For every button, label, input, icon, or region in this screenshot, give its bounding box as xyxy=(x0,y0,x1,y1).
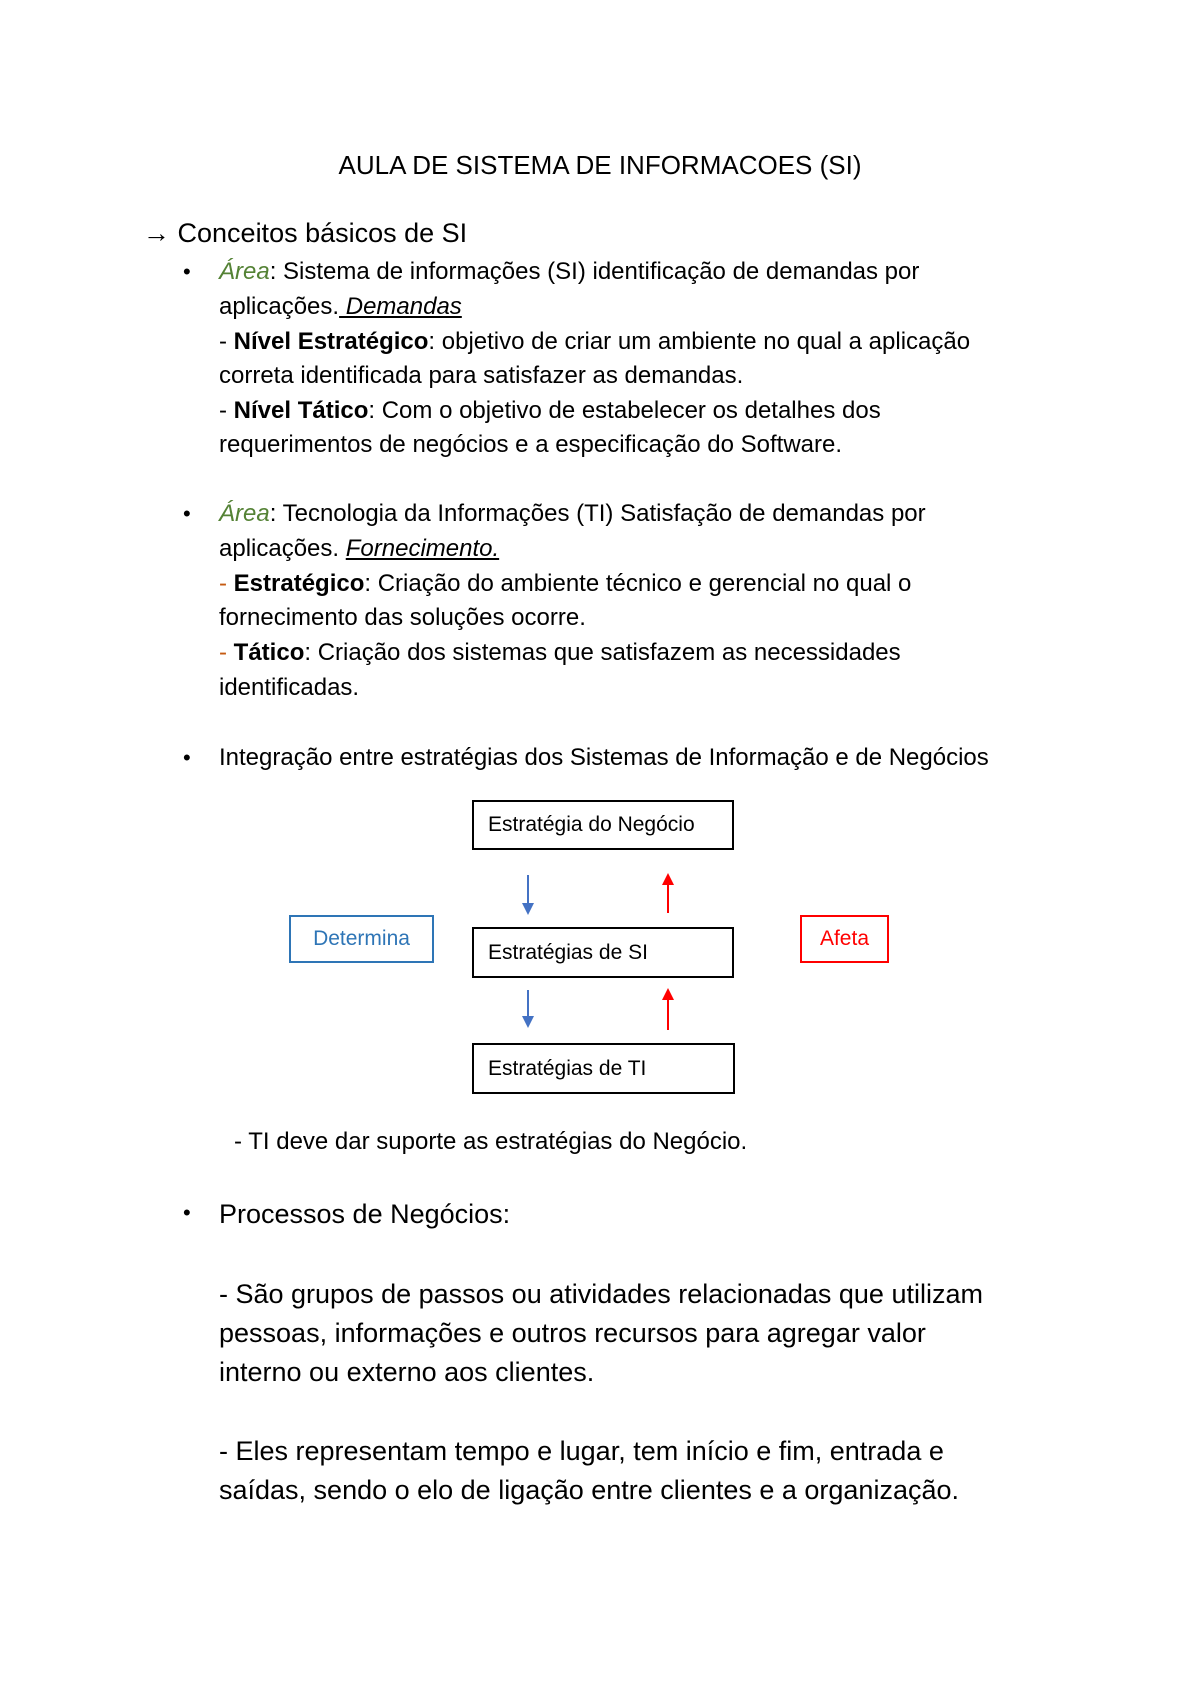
bullet1-line1: Área: Sistema de informações (SI) identificação de demandas por xyxy=(219,258,920,285)
para1-line3: interno ou externo aos clientes. xyxy=(219,1357,595,1387)
demandas-link-text: Demandas xyxy=(339,293,462,320)
bullet3-text: Integração entre estratégias dos Sistemas de Informação e de Negócios xyxy=(219,744,989,771)
arrow-up-icon xyxy=(662,988,674,1030)
para1-line1: - São grupos de passos ou atividades relacionadas que utilizam xyxy=(219,1279,983,1309)
arrow-down-icon xyxy=(522,990,534,1028)
diagram-box-si-strategies: Estratégias de SI xyxy=(472,927,734,978)
fornecimento-link-text: Fornecimento. xyxy=(345,535,500,562)
bullet2-item1-cont: fornecimento das soluções ocorre. xyxy=(219,604,586,631)
bullet-icon: • xyxy=(183,501,191,526)
area-label: Área xyxy=(219,500,270,527)
diagram-box-ti-strategies: Estratégias de TI xyxy=(472,1043,735,1094)
document-title: AULA DE SISTEMA DE INFORMACOES (SI) xyxy=(338,150,862,180)
arrow-up-icon xyxy=(662,873,674,913)
bullet1-item1: - Nível Estratégico: objetivo de criar um ambiente no qual a aplicação xyxy=(219,328,971,355)
bullet1-line2: aplicações. Demandas xyxy=(219,293,462,320)
para1-line2: pessoas, informações e outros recursos para agregar valor xyxy=(219,1318,926,1348)
bullet-icon: • xyxy=(183,259,191,284)
area-label: Área xyxy=(219,258,270,285)
bullet2-item1: - Estratégico: Criação do ambiente técnico e gerencial no qual o xyxy=(219,570,912,597)
bullet1-item2-cont: requerimentos de negócios e a especificação do Software. xyxy=(219,431,843,458)
bullet2-line2: aplicações. Fornecimento. xyxy=(219,535,500,562)
arrow-right-icon: → xyxy=(143,218,170,248)
bullet2-item2: - Tático: Criação dos sistemas que satisfazem as necessidades xyxy=(219,639,901,666)
bullet-icon: • xyxy=(183,745,191,770)
para2-line2: saídas, sendo o elo de ligação entre clientes e a organização. xyxy=(219,1475,959,1505)
arrow-down-icon xyxy=(522,875,534,915)
bullet1-item1-cont: correta identificada para satisfazer as demandas. xyxy=(219,362,744,389)
bullet-icon: • xyxy=(183,1200,191,1225)
bullet1-item2: - Nível Tático: Com o objetivo de estabelecer os detalhes dos xyxy=(219,397,881,424)
section-heading-text: Conceitos básicos de SI xyxy=(177,218,468,248)
bullet2-line1: Área: Tecnologia da Informações (TI) Satisfação de demandas por xyxy=(219,500,926,527)
diagram-label-afeta: Afeta xyxy=(800,915,889,963)
bullet4-heading: Processos de Negócios: xyxy=(219,1199,511,1229)
bullet2-item2-cont: identificadas. xyxy=(219,674,360,701)
diagram-note: - TI deve dar suporte as estratégias do Negócio. xyxy=(234,1128,748,1155)
diagram-label-determina: Determina xyxy=(289,915,434,963)
diagram-box-business-strategy: Estratégia do Negócio xyxy=(472,800,734,850)
para2-line1: - Eles representam tempo e lugar, tem início e fim, entrada e xyxy=(219,1436,944,1466)
